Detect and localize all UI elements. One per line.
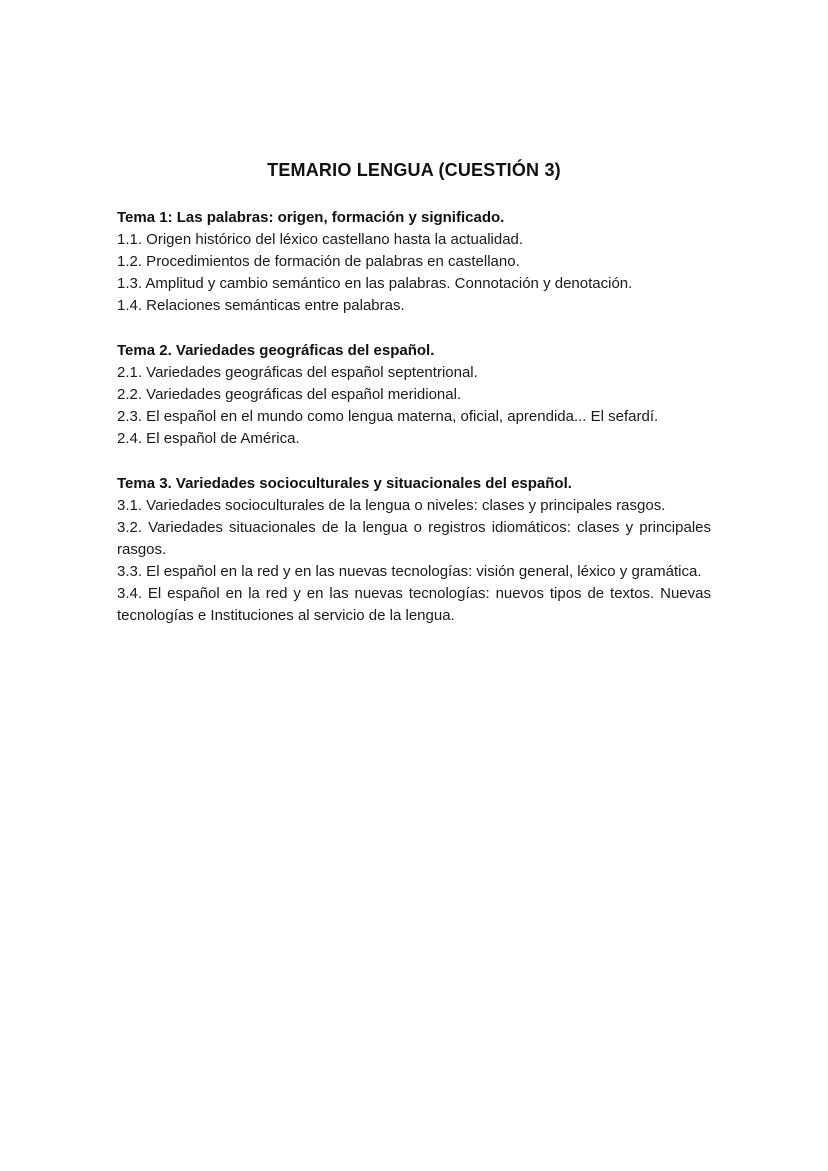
section-tema-1 bbox=[117, 207, 711, 317]
list-item: 1.4. Relaciones semánticas entre palabras. bbox=[117, 297, 405, 314]
list-item: 2.4. El español de América. bbox=[117, 430, 300, 447]
section-heading: Tema 3. Variedades socioculturales y situacionales del español. bbox=[117, 475, 572, 492]
list-item: 1.1. Origen histórico del léxico castellano hasta la actualidad. bbox=[117, 231, 524, 248]
list-item: 2.2. Variedades geográficas del español meridional. bbox=[117, 386, 462, 403]
list-item: 3.1. Variedades socioculturales de la lengua o niveles: clases y principales rasgos. bbox=[117, 497, 666, 514]
list-item: 2.3. El español en el mundo como lengua materna, oficial, aprendida... El sefardí. bbox=[117, 408, 659, 425]
list-item: 2.1. Variedades geográficas del español septentrional. bbox=[117, 364, 478, 381]
section-heading: Tema 2. Variedades geográficas del español. bbox=[117, 342, 435, 359]
section-tema-3 bbox=[117, 473, 711, 627]
section-heading: Tema 1: Las palabras: origen, formación y significado. bbox=[117, 209, 505, 226]
page-title: TEMARIO LENGUA (CUESTIÓN 3) bbox=[267, 160, 561, 180]
list-item: 3.2. Variedades situacionales de la lengua o registros idiomáticos: clases y principales rasgos. bbox=[117, 519, 711, 558]
list-item: 1.3. Amplitud y cambio semántico en las palabras. Connotación y denotación. bbox=[117, 275, 633, 292]
section-tema-2 bbox=[117, 340, 711, 450]
list-item: 3.3. El español en la red y en las nuevas tecnologías: visión general, léxico y gramática. bbox=[117, 563, 702, 580]
list-item: 3.4. El español en la red y en las nuevas tecnologías: nuevos tipos de textos. Nuevas tecnologías e Instituciones al servicio de la lengua. bbox=[117, 585, 711, 624]
list-item: 1.2. Procedimientos de formación de palabras en castellano. bbox=[117, 253, 520, 270]
